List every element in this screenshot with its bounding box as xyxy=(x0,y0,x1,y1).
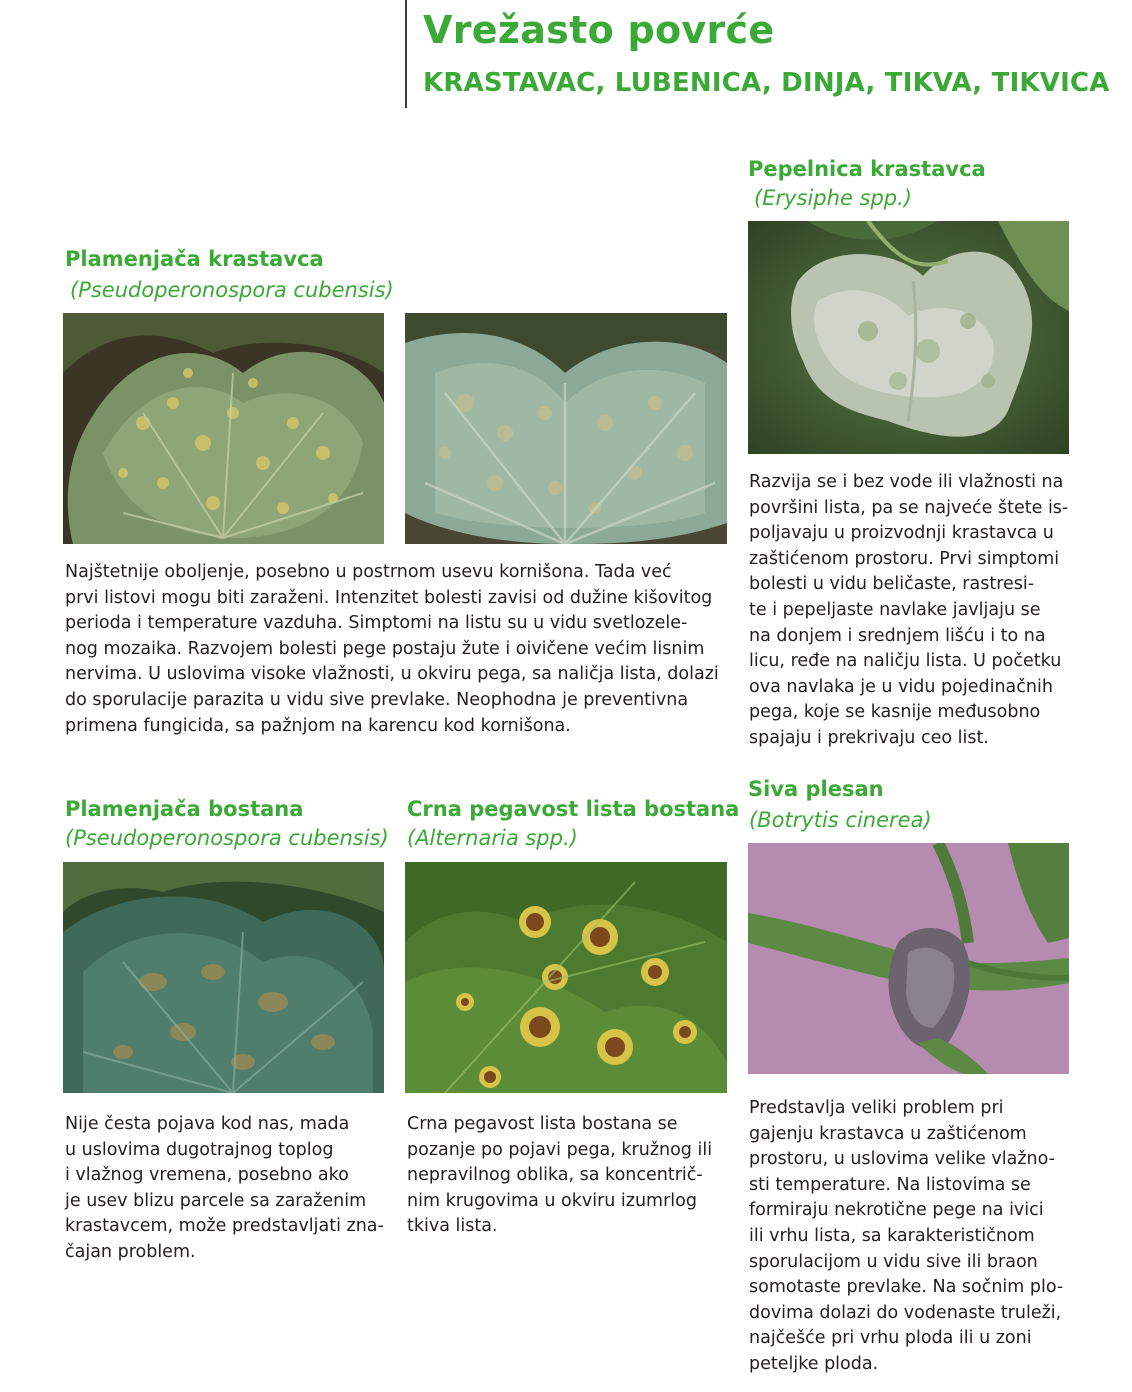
text-line: i vlažnog vremena, posebno ako xyxy=(65,1165,349,1186)
text-line: te i pepeljaste navlake javljaju se xyxy=(749,599,1041,620)
text-line: poljavaju u proizvodnji krastavca u xyxy=(749,523,1054,544)
paragraph-pepelnica xyxy=(749,470,1068,752)
text-line: zaštićenom prostoru. Prvi simptomi xyxy=(749,548,1060,569)
text-line: primena fungicida, sa pažnjom na karencu kod kornišona. xyxy=(65,715,571,736)
text-line: pozanje po pojavi pega, kružnog ili xyxy=(407,1139,713,1160)
text-line: bolesti u vidu beličaste, rastresi- xyxy=(749,574,1035,595)
paragraph-siva-plesan xyxy=(749,1096,1063,1378)
photo-melon-downy-mildew xyxy=(63,862,384,1093)
text-line: nog mozaika. Razvojem bolesti pege postaju žute i oivičene većim lisnim xyxy=(65,638,705,659)
text-line: na donjem i srednjem lišću i to na xyxy=(749,625,1046,646)
text-line: perioda i temperature vazduha. Simptomi na listu su u vidu svetlozele- xyxy=(65,613,688,634)
text-line: prostoru, u uslovima velike vlažno- xyxy=(749,1149,1055,1170)
text-line: somotaste prevlake. Na sočnim plo- xyxy=(749,1277,1064,1298)
section-title-pepelnica: Pepelnica krastavca xyxy=(748,157,986,181)
text-line: pega, koje se kasnije međusobno xyxy=(749,702,1041,723)
photo-powdery-mildew-leaf xyxy=(748,221,1069,454)
text-line: tkiva lista. xyxy=(407,1216,498,1237)
section-latin-crna-pegavost: (Alternaria spp.) xyxy=(407,826,578,850)
text-line: sporulacijom u vidu sive ili braon xyxy=(749,1251,1038,1272)
text-line: licu, ređe na naličju lista. U početku xyxy=(749,651,1062,672)
section-latin-plamenjaca-krastavca: (Pseudoperonospora cubensis) xyxy=(70,278,394,302)
page-title: Vrežasto povrće xyxy=(423,8,775,52)
text-line: nervima. U uslovima visoke vlažnosti, u okviru pega, sa naličja lista, dolazi xyxy=(65,664,719,685)
text-line: Najštetnije oboljenje, posebno u postrnom usevu kornišona. Tada već xyxy=(65,562,672,582)
section-title-crna-pegavost: Crna pegavost lista bostana xyxy=(407,797,740,821)
text-line: sti temperature. Na listovima se xyxy=(749,1174,1031,1195)
text-line: ili vrhu lista, sa karakterističnom xyxy=(749,1225,1035,1246)
text-line: je usev blizu parcele sa zaraženim xyxy=(65,1190,367,1211)
text-line: nim krugovima u okviru izumrlog xyxy=(407,1190,697,1211)
text-line: čajan problem. xyxy=(65,1241,196,1262)
text-line: Predstavlja veliki problem pri xyxy=(749,1098,1004,1118)
text-line: površini lista, pa se najveće štete is- xyxy=(749,497,1069,518)
text-line: Razvija se i bez vode ili vlažnosti na xyxy=(749,472,1064,492)
text-line: nepravilnog oblika, sa koncentrič- xyxy=(407,1165,703,1186)
text-line: peteljke ploda. xyxy=(749,1353,879,1374)
text-line: krastavcem, može predstavljati zna- xyxy=(65,1216,384,1237)
text-line: prvi listovi mogu biti zaraženi. Intenzitet bolesti zavisi od dužine kišovitog xyxy=(65,587,713,608)
text-line: u uslovima dugotrajnog toplog xyxy=(65,1139,334,1160)
text-line: Nije česta pojava kod nas, mada xyxy=(65,1114,350,1134)
header-divider xyxy=(405,0,407,108)
text-line: najčešće pri vrhu ploda ili u zoni xyxy=(749,1328,1032,1349)
text-line: do sporulacije parazita u vidu sive prevlake. Neophodna je preventivna xyxy=(65,689,689,710)
text-line: ova navlaka je u vidu pojedinačnih xyxy=(749,676,1053,697)
section-title-plamenjaca-bostana: Plamenjača bostana xyxy=(65,797,304,821)
photo-downy-mildew-leaf-2 xyxy=(405,313,727,544)
section-latin-pepelnica: (Erysiphe spp.) xyxy=(754,186,913,210)
text-line: dovima dolazi do vodenaste truleži, xyxy=(749,1302,1062,1323)
text-line: formiraju nekrotične pege na ivici xyxy=(749,1200,1044,1221)
text-line: gajenju krastavca u zaštićenom xyxy=(749,1123,1027,1144)
page-subtitle: KRASTAVAC, LUBENICA, DINJA, TIKVA, TIKVICA xyxy=(423,68,1110,98)
paragraph-plamenjaca-krastavca xyxy=(65,560,719,739)
paragraph-plamenjaca-bostana xyxy=(65,1112,384,1266)
paragraph-crna-pegavost xyxy=(407,1112,712,1240)
text-line: Crna pegavost lista bostana se xyxy=(407,1114,678,1134)
text-line: spajaju i prekrivaju ceo list. xyxy=(749,727,989,748)
section-latin-siva-plesan: (Botrytis cinerea) xyxy=(749,808,932,832)
photo-alternaria-leaf-spot xyxy=(405,862,727,1093)
photo-botrytis-stem xyxy=(748,843,1069,1074)
section-title-plamenjaca-krastavca: Plamenjača krastavca xyxy=(65,247,324,271)
section-latin-plamenjaca-bostana: (Pseudoperonospora cubensis) xyxy=(65,826,389,850)
photo-downy-mildew-leaf-1 xyxy=(63,313,384,544)
section-title-siva-plesan: Siva plesan xyxy=(748,777,884,801)
